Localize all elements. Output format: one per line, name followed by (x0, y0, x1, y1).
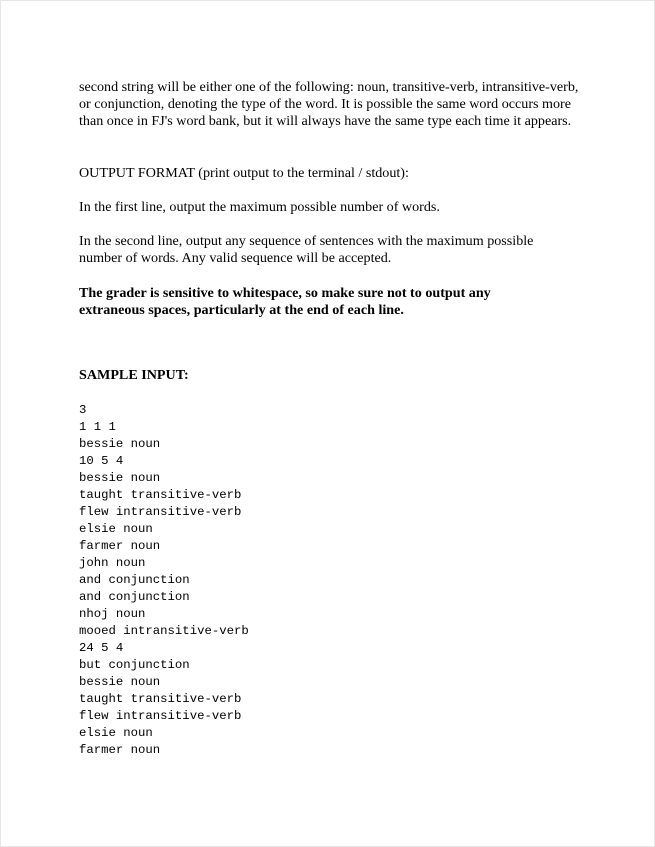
sample-input-line: john noun (79, 556, 146, 570)
first-line-text: In the first line, output the maximum possible number of words. (79, 199, 440, 215)
sample-input-line: but conjunction (79, 658, 190, 672)
sample-input-line: taught transitive-verb (79, 488, 242, 502)
output-format-heading: OUTPUT FORMAT (print output to the terminal / stdout): (79, 165, 409, 181)
sample-input-line: 1 1 1 (79, 420, 116, 434)
sample-input-line: bessie noun (79, 471, 161, 485)
second-line-text: In the second line, output any sequence of sentences with the maximum possible number of words. Any valid sequence will be accepted. (79, 233, 534, 266)
sample-input-line: and conjunction (79, 573, 190, 587)
sample-input-line: 3 (79, 403, 87, 417)
sample-input-line: bessie noun (79, 437, 161, 451)
sample-input-block (79, 402, 249, 759)
sample-input-line: mooed intransitive-verb (79, 624, 249, 638)
whitespace-warning: The grader is sensitive to whitespace, so make sure not to output any extraneous spaces, particularly at the end of each line. (79, 285, 491, 318)
sample-input-line: elsie noun (79, 726, 153, 740)
sample-input-line: 24 5 4 (79, 641, 124, 655)
sample-input-line: farmer noun (79, 743, 161, 757)
intro-paragraph: second string will be either one of the following: noun, transitive-verb, intransitive-verb, or conjunction, denoting the type of the word. It is possible the same word occurs more than once in FJ's word bank, but it will always have the same type each time it appears. (79, 79, 579, 129)
sample-input-line: farmer noun (79, 539, 161, 553)
sample-input-line: elsie noun (79, 522, 153, 536)
sample-input-line: taught transitive-verb (79, 692, 242, 706)
sample-input-heading: SAMPLE INPUT: (79, 367, 189, 383)
sample-input-line: flew intransitive-verb (79, 505, 242, 519)
sample-input-line: and conjunction (79, 590, 190, 604)
sample-input-line: 10 5 4 (79, 454, 124, 468)
sample-input-line: bessie noun (79, 675, 161, 689)
sample-input-line: nhoj noun (79, 607, 146, 621)
sample-input-line: flew intransitive-verb (79, 709, 242, 723)
